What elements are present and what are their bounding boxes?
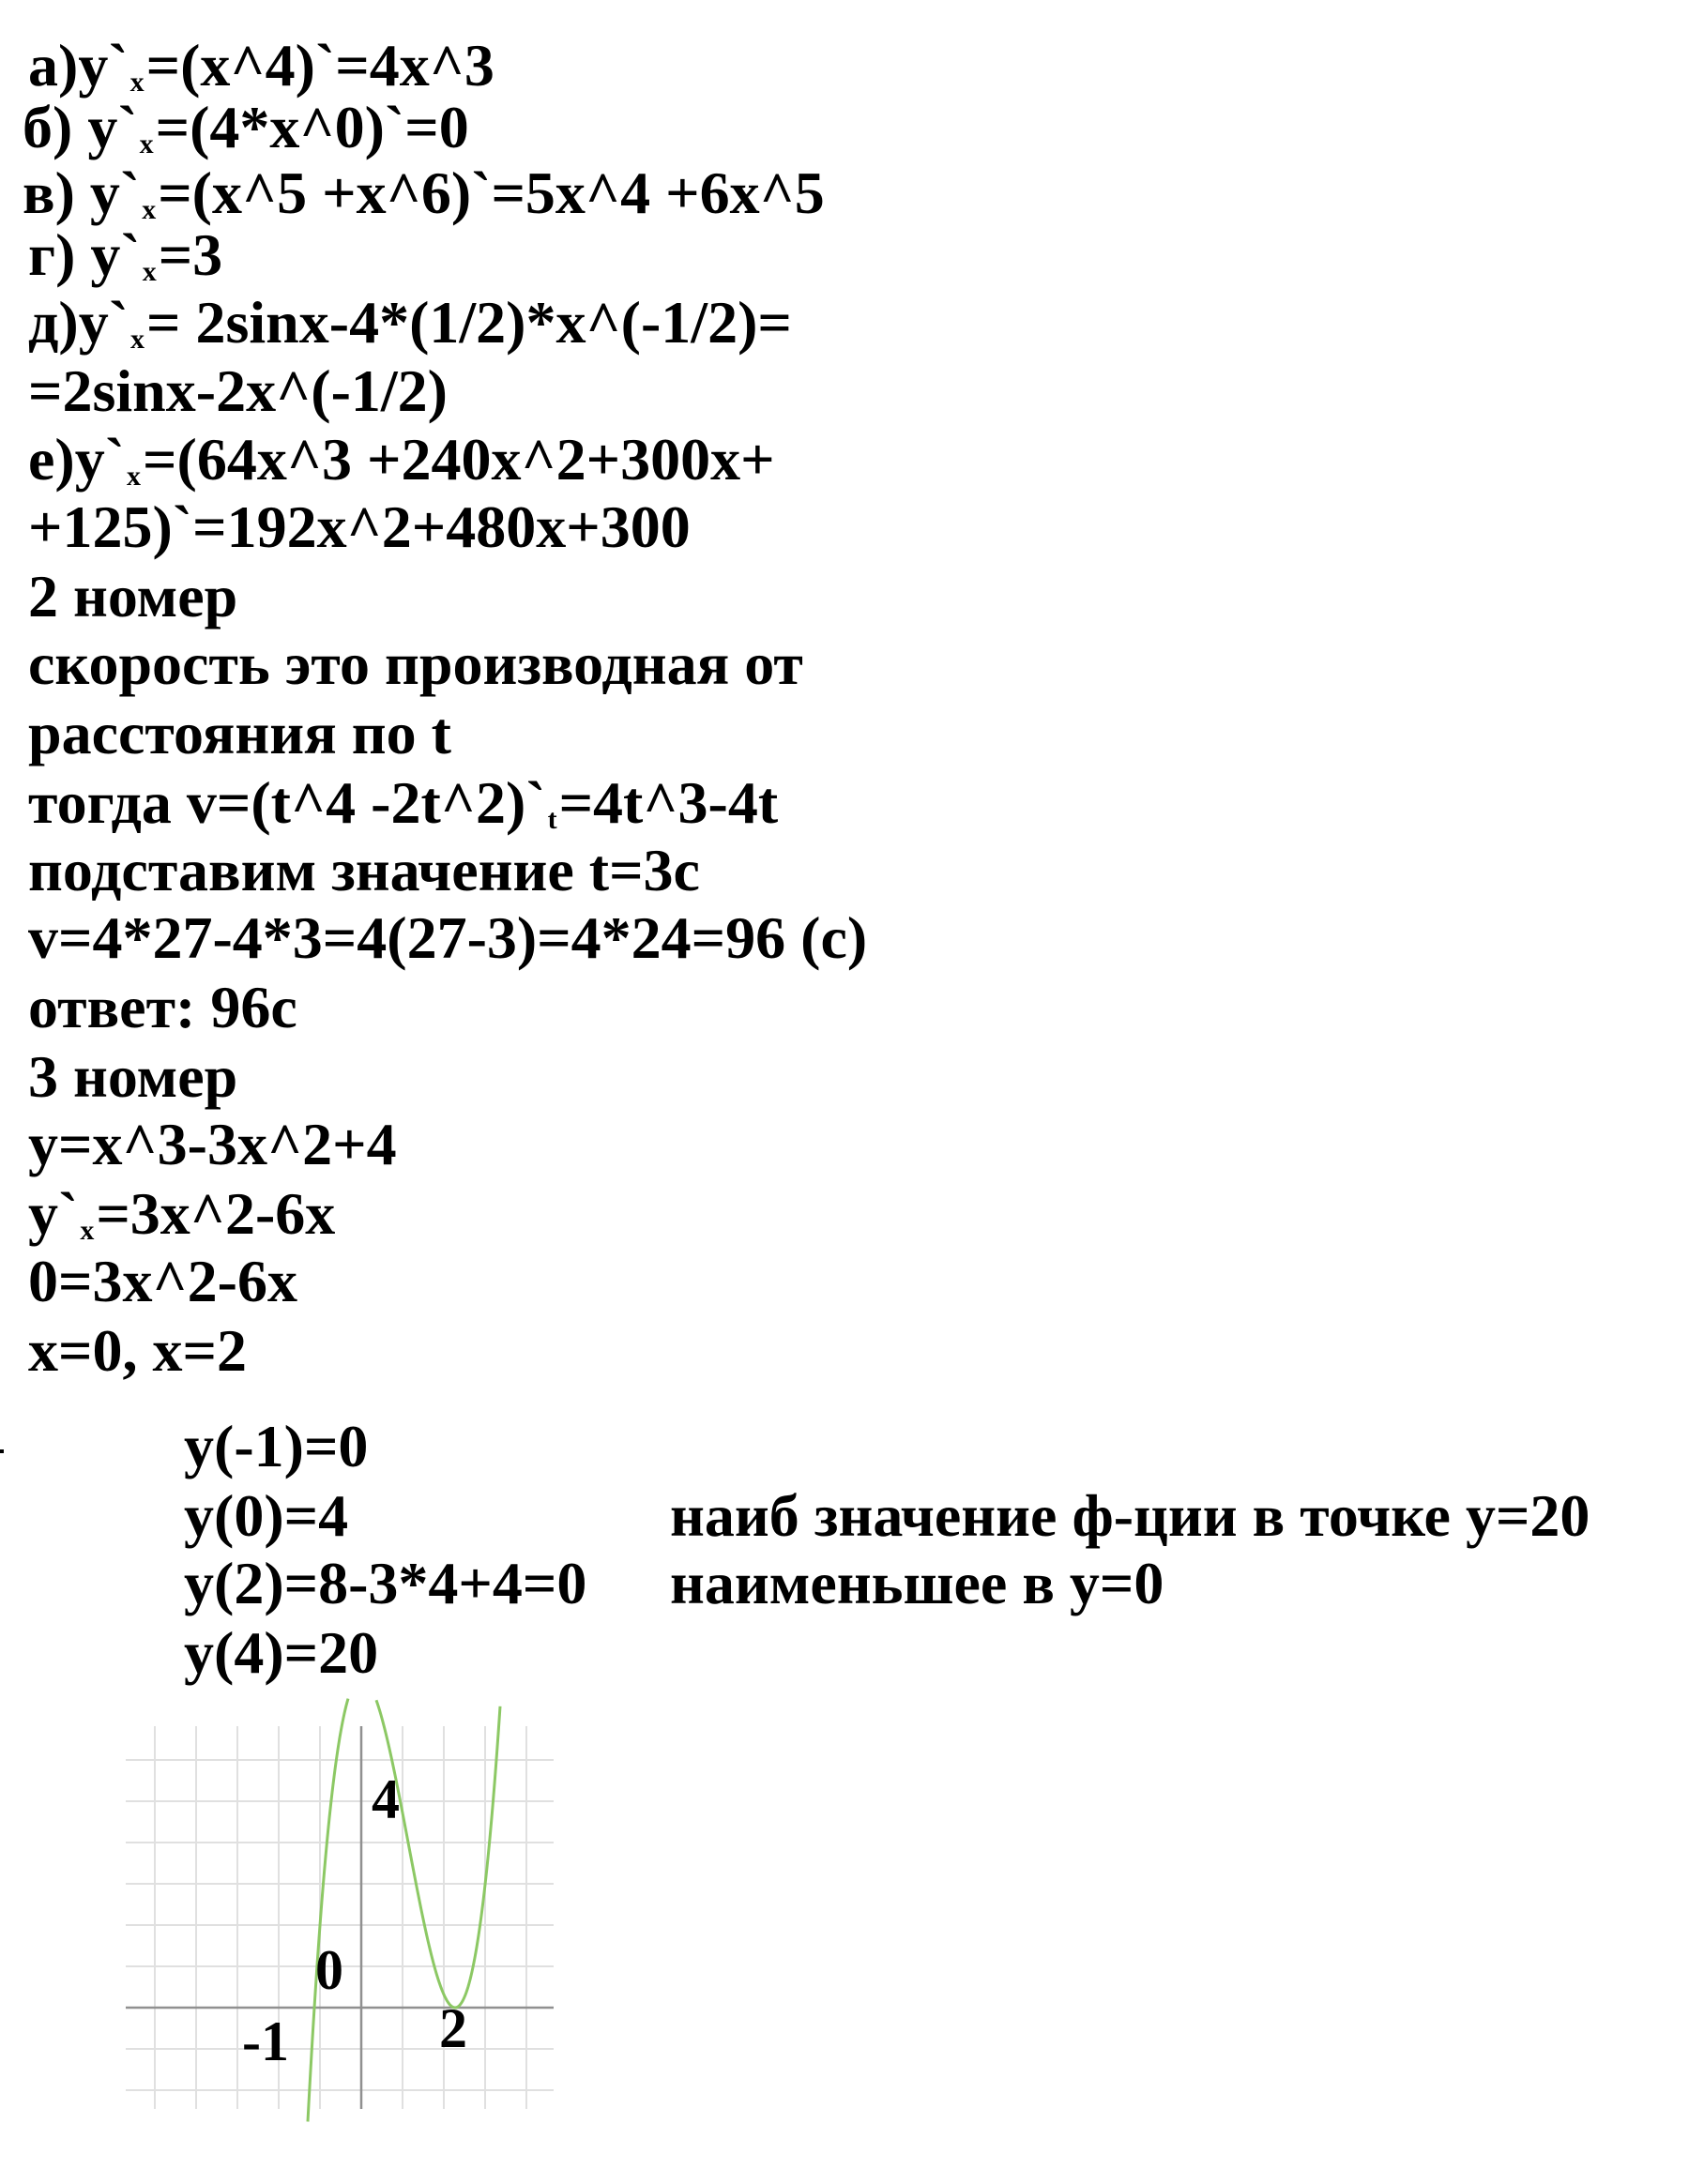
task2-heading: 2 номер [28, 563, 238, 629]
graph-axes [126, 1726, 554, 2109]
value-y-2: y(2)=8-3*4+4=0 [184, 1550, 587, 1616]
value-y-minus1: y(-1)=0 [184, 1413, 369, 1479]
task2-line3: тогда v=(t^4 -2t^2)`t=4t^3-4t [28, 769, 779, 836]
graph-label-0: 0 [315, 1939, 343, 2001]
value-y-4: y(4)=20 [184, 1619, 379, 1686]
graph-label-4: 4 [372, 1768, 400, 1830]
solution-g: г) y`x=3 [28, 221, 223, 288]
solution-d-line1: д)y`x= 2sinx-4*(1/2)*x^(-1/2)= [28, 289, 792, 356]
value-y-0: y(0)=4 [184, 1482, 349, 1549]
solution-e-line1: е)y`x=(64x^3 +240x^2+300x+ [28, 426, 775, 493]
task3-equation: 0=3x^2-6x [28, 1248, 297, 1314]
function-curve [308, 1699, 500, 2122]
graph-label-2: 2 [439, 1997, 467, 2059]
task2-line4: подставим значение t=3с [28, 837, 700, 903]
task3-roots: x=0, x=2 [28, 1317, 247, 1384]
task3-derivative: y`x=3x^2-6x [28, 1180, 336, 1247]
solution-e-line2: +125)`=192x^2+480x+300 [28, 493, 691, 560]
task2-line5: v=4*27-4*3=4(27-3)=4*24=96 (с) [28, 904, 868, 971]
graph-grid [126, 1726, 554, 2109]
task2-line1: скорость это производная от [28, 630, 803, 697]
solution-a: а)y`x=(x^4)`=4x^3 [28, 32, 494, 99]
conclusion-min: наименьшее в y=0 [670, 1550, 1164, 1616]
solution-b: б) y`x=(4*x^0)`=0 [23, 94, 469, 160]
solution-d-line2: =2sinx-2x^(-1/2) [28, 357, 448, 424]
graph-label-minus1: -1 [242, 2010, 289, 2072]
conclusion-max: наиб значение ф-ции в точке y=20 [670, 1482, 1590, 1549]
solution-v: в) y`x=(x^5 +x^6)`=5x^4 +6x^5 [23, 159, 825, 226]
task2-answer: ответ: 96с [28, 974, 297, 1040]
task2-line2: расстояния по t [28, 700, 451, 766]
task3-heading: 3 номер [28, 1043, 238, 1110]
task3-function: y=x^3-3x^2+4 [28, 1111, 397, 1177]
